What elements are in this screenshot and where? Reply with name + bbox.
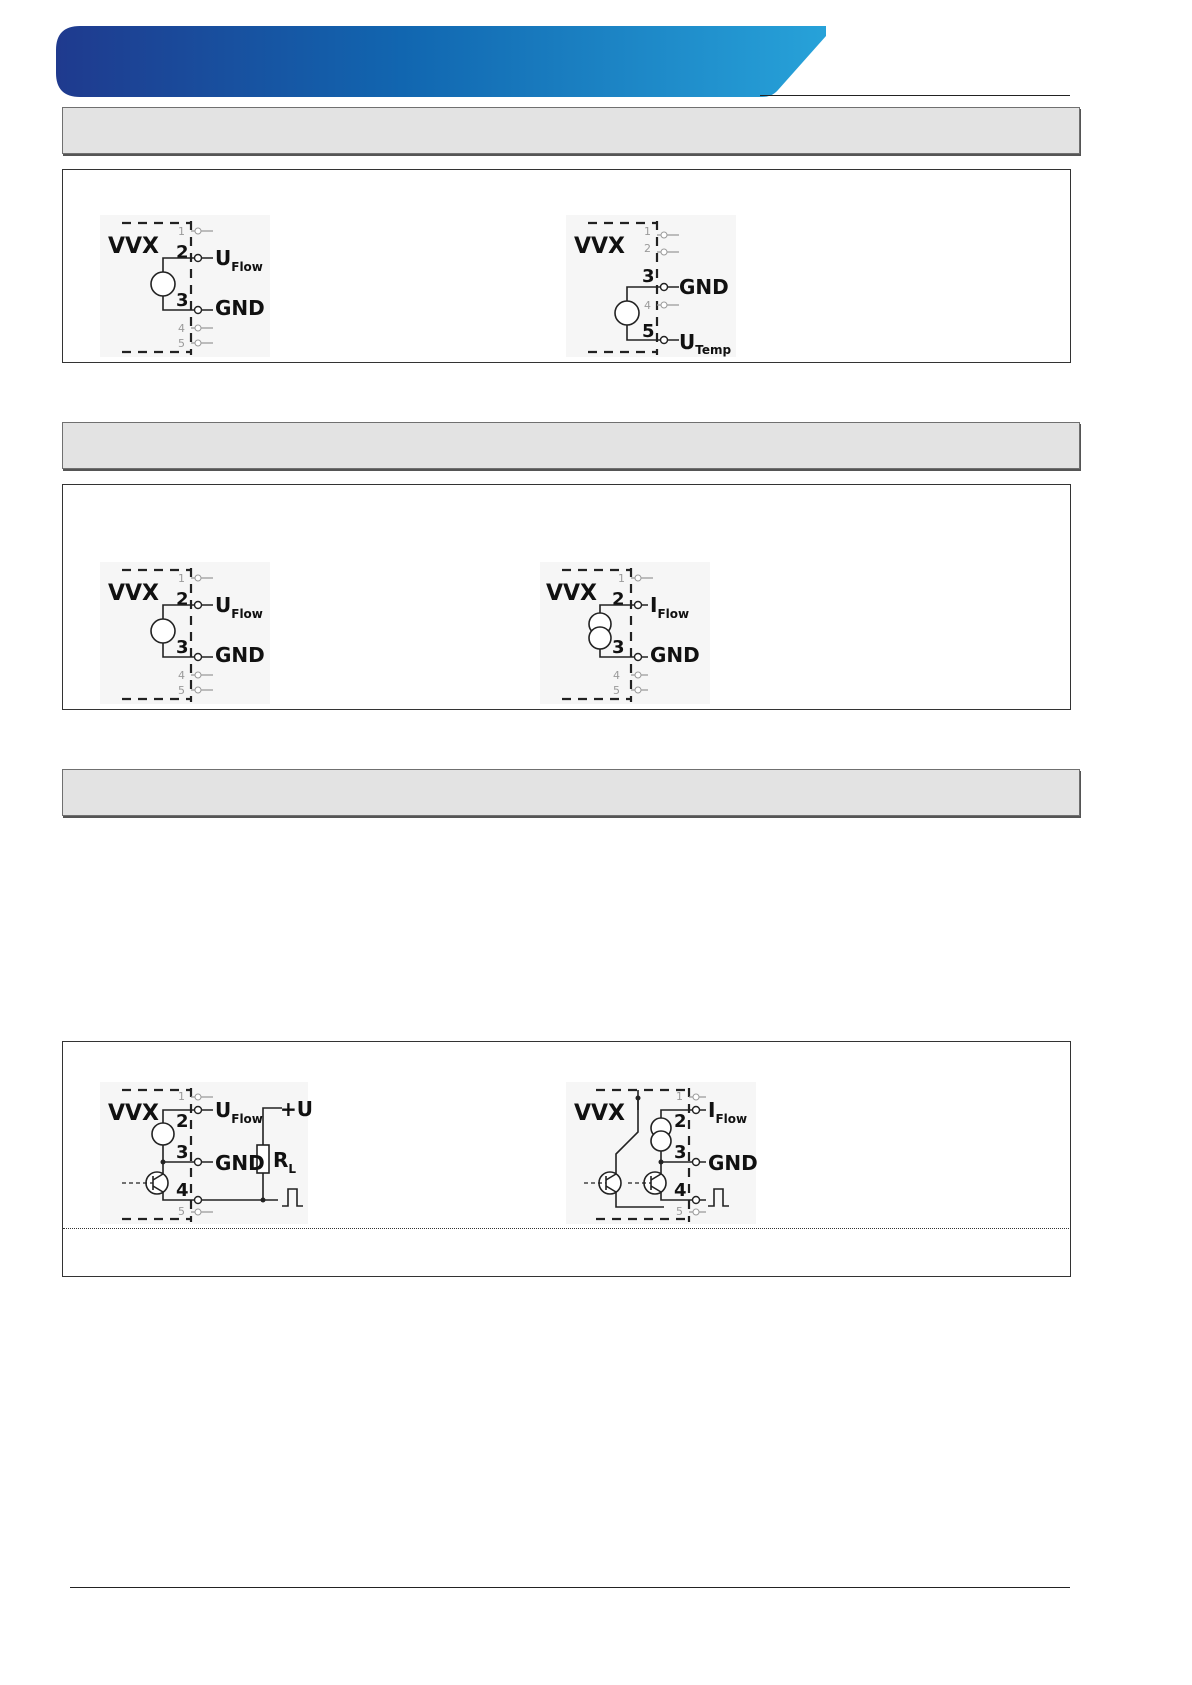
supply-label: +U [280,1097,313,1121]
device-label: VVX [108,234,160,259]
wiring-diagram-uflow [100,215,270,357]
header-banner [56,26,826,97]
signal-label: $I_{Flow}$ [650,593,690,621]
device-label: VVX [574,234,626,259]
section-3-separator [63,1228,1069,1229]
section-1-heading-bar [62,107,1080,154]
pin-3-label: 3 [642,266,655,287]
pin-4-label: 4 [644,299,651,312]
device-label: VVX [108,1101,160,1126]
pin-4-label: 4 [178,322,185,335]
pin-1-label: 1 [644,225,651,238]
pin-4-label: 4 [613,669,620,682]
pin-3-label: 3 [612,637,625,658]
wiring-diagram-pulse-current [566,1082,756,1224]
gnd-label: GND [215,643,265,667]
pin-2-label: 2 [176,589,189,610]
pin-1-label: 1 [676,1090,683,1103]
pin-4-label: 4 [674,1180,687,1201]
signal-label: $I_{Flow}$ [708,1098,748,1126]
device-label: VVX [546,581,598,606]
signal-label: $U_{Temp}$ [679,330,732,357]
pin-3-label: 3 [176,290,189,311]
gnd-label: GND [679,275,729,299]
signal-label: $U_{Flow}$ [215,593,263,621]
wiring-diagram-utemp [566,215,736,357]
footer-rule [70,1587,1070,1588]
pin-4-label: 4 [176,1180,189,1201]
pin-5-label: 5 [178,337,185,350]
wiring-diagram-pulse-resistor [100,1082,313,1224]
pin-2-label: 2 [644,242,651,255]
pin-2-label: 2 [612,589,625,610]
pin-4-label: 4 [178,669,185,682]
section-2-heading-bar [62,422,1080,469]
signal-label: $U_{Flow}$ [215,246,263,274]
gnd-label: GND [215,296,265,320]
pin-5-label: 5 [613,684,620,697]
pin-5-label: 5 [178,684,185,697]
pin-2-label: 2 [674,1111,687,1132]
gnd-label: GND [215,1151,265,1175]
signal-label: $U_{Flow}$ [215,1098,263,1126]
pin-2-label: 2 [176,242,189,263]
pin-3-label: 3 [674,1142,687,1163]
pin-1-label: 1 [178,1090,185,1103]
resistor-label: $R_L$ [273,1148,297,1176]
pin-5-label: 5 [676,1205,683,1218]
pin-3-label: 3 [176,1142,189,1163]
gnd-label: GND [708,1151,758,1175]
pin-1-label: 1 [178,572,185,585]
pin-5-label: 5 [178,1205,185,1218]
pin-1-label: 1 [178,225,185,238]
wiring-diagram-iflow [540,562,710,704]
header-rule [760,95,1070,96]
gnd-label: GND [650,643,700,667]
pin-5-label: 5 [642,321,655,342]
pin-3-label: 3 [176,637,189,658]
pin-1-label: 1 [618,572,625,585]
pin-2-label: 2 [176,1111,189,1132]
device-label: VVX [108,581,160,606]
section-3-heading-bar [62,769,1080,816]
wiring-diagram-uflow [100,562,270,704]
device-label: VVX [574,1101,626,1126]
